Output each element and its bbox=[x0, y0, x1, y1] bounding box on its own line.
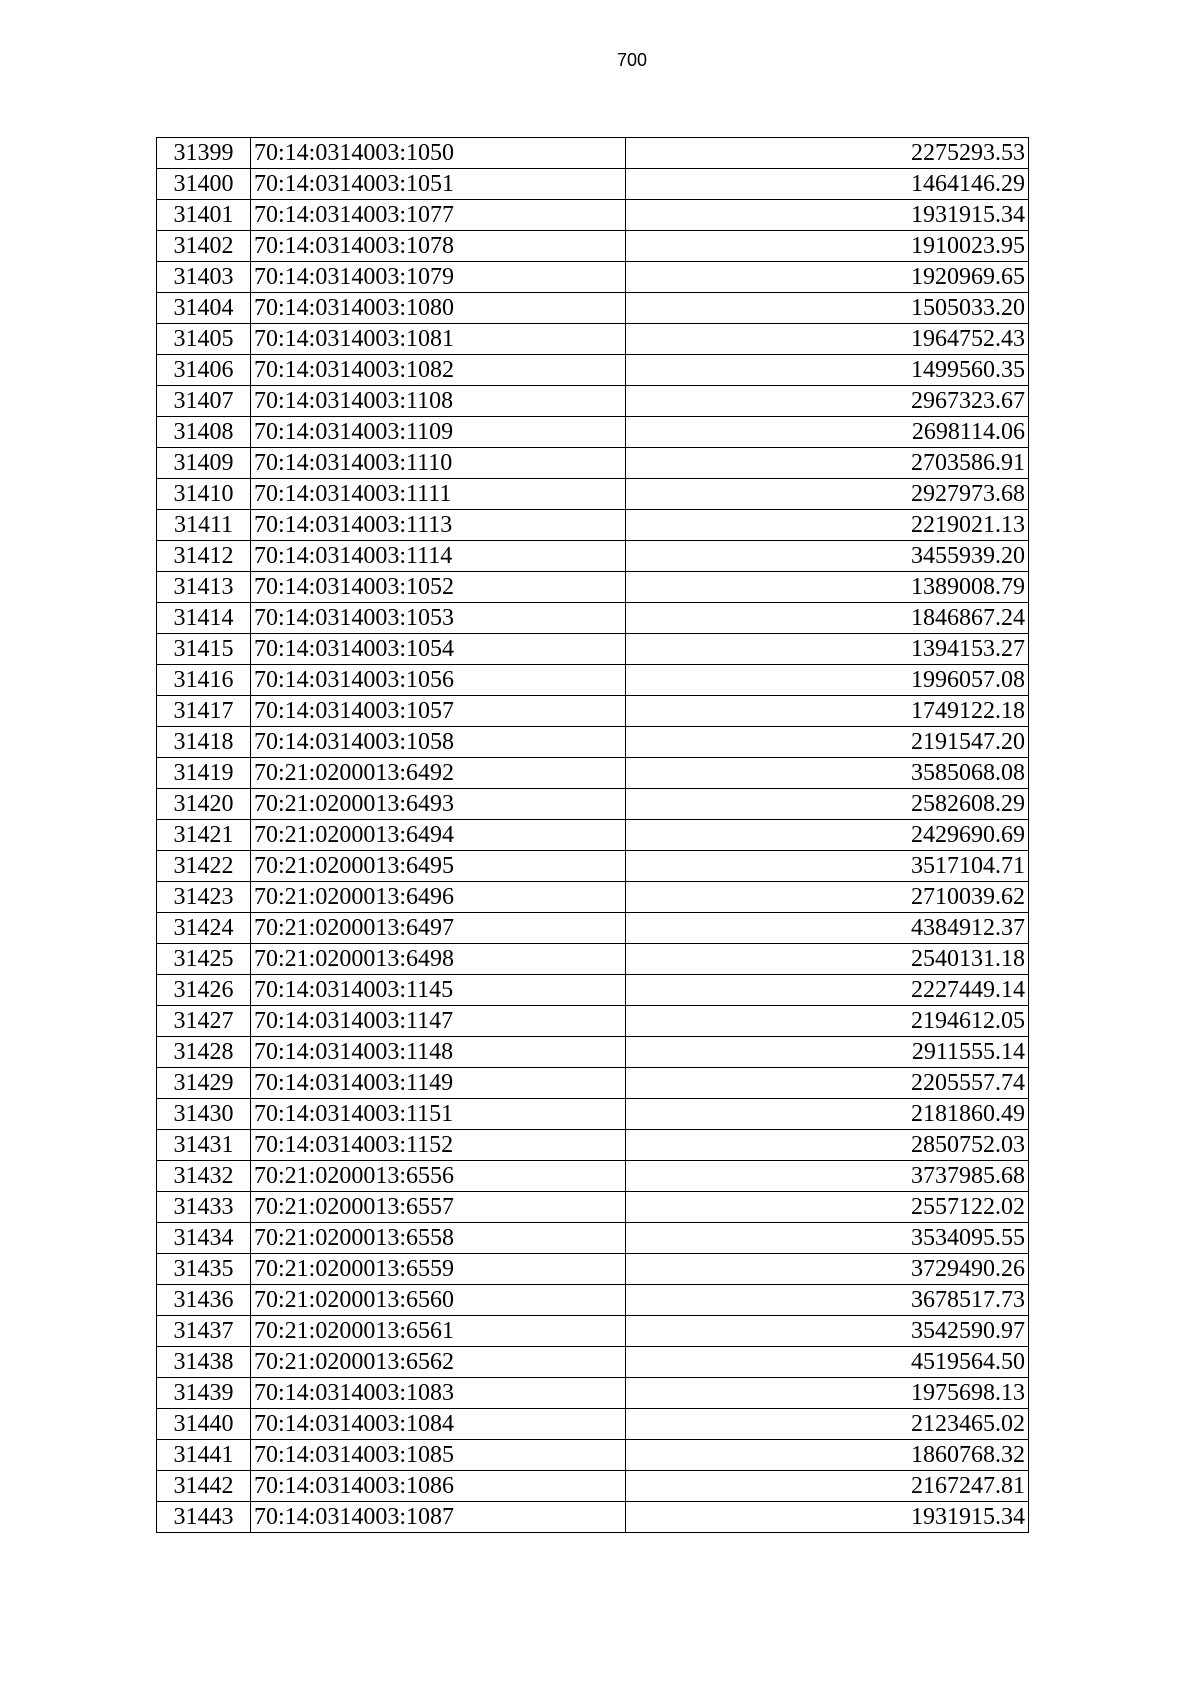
cadastral-value: 1920969.65 bbox=[626, 262, 1029, 293]
cadastral-number: 70:14:0314003:1053 bbox=[251, 603, 626, 634]
cadastral-number: 70:14:0314003:1148 bbox=[251, 1037, 626, 1068]
cadastral-number: 70:21:0200013:6492 bbox=[251, 758, 626, 789]
cadastral-value: 1931915.34 bbox=[626, 1502, 1029, 1533]
table-row bbox=[157, 572, 1029, 603]
cadastral-number: 70:14:0314003:1084 bbox=[251, 1409, 626, 1440]
table-row bbox=[157, 417, 1029, 448]
cadastral-value: 1505033.20 bbox=[626, 293, 1029, 324]
table-row bbox=[157, 355, 1029, 386]
row-number: 31439 bbox=[157, 1378, 251, 1409]
row-number: 31432 bbox=[157, 1161, 251, 1192]
row-number: 31422 bbox=[157, 851, 251, 882]
row-number: 31424 bbox=[157, 913, 251, 944]
cadastral-value: 1749122.18 bbox=[626, 696, 1029, 727]
cadastral-number: 70:14:0314003:1054 bbox=[251, 634, 626, 665]
row-number: 31427 bbox=[157, 1006, 251, 1037]
row-number: 31401 bbox=[157, 200, 251, 231]
cadastral-value: 3737985.68 bbox=[626, 1161, 1029, 1192]
row-number: 31405 bbox=[157, 324, 251, 355]
table-row bbox=[157, 851, 1029, 882]
cadastral-number: 70:14:0314003:1114 bbox=[251, 541, 626, 572]
row-number: 31440 bbox=[157, 1409, 251, 1440]
cadastral-number: 70:21:0200013:6562 bbox=[251, 1347, 626, 1378]
cadastral-number: 70:14:0314003:1149 bbox=[251, 1068, 626, 1099]
table-row bbox=[157, 758, 1029, 789]
row-number: 31410 bbox=[157, 479, 251, 510]
cadastral-number: 70:21:0200013:6495 bbox=[251, 851, 626, 882]
cadastral-number: 70:14:0314003:1145 bbox=[251, 975, 626, 1006]
cadastral-value: 2703586.91 bbox=[626, 448, 1029, 479]
cadastral-value: 2219021.13 bbox=[626, 510, 1029, 541]
cadastral-value: 2967323.67 bbox=[626, 386, 1029, 417]
cadastral-number: 70:21:0200013:6496 bbox=[251, 882, 626, 913]
table-row bbox=[157, 1378, 1029, 1409]
table-row bbox=[157, 1006, 1029, 1037]
table-row bbox=[157, 913, 1029, 944]
row-number: 31419 bbox=[157, 758, 251, 789]
cadastral-value: 3542590.97 bbox=[626, 1316, 1029, 1347]
cadastral-number: 70:14:0314003:1083 bbox=[251, 1378, 626, 1409]
cadastral-value: 2227449.14 bbox=[626, 975, 1029, 1006]
cadastral-value: 2429690.69 bbox=[626, 820, 1029, 851]
table-row bbox=[157, 448, 1029, 479]
cadastral-value: 2205557.74 bbox=[626, 1068, 1029, 1099]
cadastral-value: 2582608.29 bbox=[626, 789, 1029, 820]
table-row bbox=[157, 1068, 1029, 1099]
cadastral-value: 2698114.06 bbox=[626, 417, 1029, 448]
cadastral-number: 70:21:0200013:6493 bbox=[251, 789, 626, 820]
row-number: 31426 bbox=[157, 975, 251, 1006]
cadastral-number: 70:14:0314003:1085 bbox=[251, 1440, 626, 1471]
cadastral-number: 70:14:0314003:1110 bbox=[251, 448, 626, 479]
row-number: 31443 bbox=[157, 1502, 251, 1533]
cadastral-number: 70:14:0314003:1152 bbox=[251, 1130, 626, 1161]
cadastral-value: 2557122.02 bbox=[626, 1192, 1029, 1223]
row-number: 31431 bbox=[157, 1130, 251, 1161]
table-row bbox=[157, 1471, 1029, 1502]
table-row bbox=[157, 1130, 1029, 1161]
cadastral-number: 70:21:0200013:6559 bbox=[251, 1254, 626, 1285]
cadastral-value: 3534095.55 bbox=[626, 1223, 1029, 1254]
row-number: 31418 bbox=[157, 727, 251, 758]
cadastral-number: 70:14:0314003:1057 bbox=[251, 696, 626, 727]
table-row bbox=[157, 1347, 1029, 1378]
cadastral-value: 3517104.71 bbox=[626, 851, 1029, 882]
row-number: 31438 bbox=[157, 1347, 251, 1378]
cadastral-value: 4519564.50 bbox=[626, 1347, 1029, 1378]
row-number: 31413 bbox=[157, 572, 251, 603]
table-row bbox=[157, 975, 1029, 1006]
cadastral-number: 70:21:0200013:6556 bbox=[251, 1161, 626, 1192]
row-number: 31416 bbox=[157, 665, 251, 696]
table-row bbox=[157, 1099, 1029, 1130]
row-number: 31436 bbox=[157, 1285, 251, 1316]
table-row bbox=[157, 1192, 1029, 1223]
cadastral-number: 70:14:0314003:1082 bbox=[251, 355, 626, 386]
table-row bbox=[157, 789, 1029, 820]
row-number: 31403 bbox=[157, 262, 251, 293]
row-number: 31415 bbox=[157, 634, 251, 665]
cadastral-value: 4384912.37 bbox=[626, 913, 1029, 944]
table-row bbox=[157, 603, 1029, 634]
cadastral-number: 70:14:0314003:1079 bbox=[251, 262, 626, 293]
page-number: 700 bbox=[616, 50, 648, 70]
table-row bbox=[157, 1285, 1029, 1316]
table-row bbox=[157, 479, 1029, 510]
table-row bbox=[157, 1223, 1029, 1254]
table-row bbox=[157, 200, 1029, 231]
row-number: 31404 bbox=[157, 293, 251, 324]
row-number: 31433 bbox=[157, 1192, 251, 1223]
table-row bbox=[157, 727, 1029, 758]
cadastral-number: 70:14:0314003:1052 bbox=[251, 572, 626, 603]
cadastral-number: 70:21:0200013:6494 bbox=[251, 820, 626, 851]
table-row bbox=[157, 324, 1029, 355]
cadastral-number: 70:14:0314003:1113 bbox=[251, 510, 626, 541]
cadastral-number: 70:14:0314003:1058 bbox=[251, 727, 626, 758]
cadastral-number: 70:21:0200013:6558 bbox=[251, 1223, 626, 1254]
row-number: 31425 bbox=[157, 944, 251, 975]
cadastral-value: 2911555.14 bbox=[626, 1037, 1029, 1068]
cadastral-number: 70:21:0200013:6557 bbox=[251, 1192, 626, 1223]
cadastral-value-table bbox=[156, 137, 1029, 1533]
table-row bbox=[157, 1440, 1029, 1471]
cadastral-number: 70:14:0314003:1151 bbox=[251, 1099, 626, 1130]
row-number: 31412 bbox=[157, 541, 251, 572]
cadastral-value: 1860768.32 bbox=[626, 1440, 1029, 1471]
cadastral-value: 3729490.26 bbox=[626, 1254, 1029, 1285]
row-number: 31411 bbox=[157, 510, 251, 541]
table-row bbox=[157, 665, 1029, 696]
table-row bbox=[157, 1037, 1029, 1068]
table-row bbox=[157, 386, 1029, 417]
cadastral-number: 70:21:0200013:6561 bbox=[251, 1316, 626, 1347]
cadastral-number: 70:14:0314003:1111 bbox=[251, 479, 626, 510]
cadastral-value: 1964752.43 bbox=[626, 324, 1029, 355]
row-number: 31417 bbox=[157, 696, 251, 727]
cadastral-number: 70:14:0314003:1056 bbox=[251, 665, 626, 696]
cadastral-number: 70:14:0314003:1109 bbox=[251, 417, 626, 448]
cadastral-number: 70:14:0314003:1087 bbox=[251, 1502, 626, 1533]
table-row bbox=[157, 138, 1029, 169]
table-row bbox=[157, 1254, 1029, 1285]
cadastral-value: 2191547.20 bbox=[626, 727, 1029, 758]
table-row bbox=[157, 1316, 1029, 1347]
row-number: 31435 bbox=[157, 1254, 251, 1285]
cadastral-value: 1910023.95 bbox=[626, 231, 1029, 262]
cadastral-value: 1464146.29 bbox=[626, 169, 1029, 200]
table-row bbox=[157, 1502, 1029, 1533]
row-number: 31434 bbox=[157, 1223, 251, 1254]
cadastral-value: 2181860.49 bbox=[626, 1099, 1029, 1130]
row-number: 31399 bbox=[157, 138, 251, 169]
cadastral-number: 70:14:0314003:1108 bbox=[251, 386, 626, 417]
row-number: 31429 bbox=[157, 1068, 251, 1099]
cadastral-value: 2540131.18 bbox=[626, 944, 1029, 975]
table-row bbox=[157, 1409, 1029, 1440]
row-number: 31423 bbox=[157, 882, 251, 913]
row-number: 31402 bbox=[157, 231, 251, 262]
row-number: 31428 bbox=[157, 1037, 251, 1068]
cadastral-value: 2194612.05 bbox=[626, 1006, 1029, 1037]
row-number: 31430 bbox=[157, 1099, 251, 1130]
table-row bbox=[157, 882, 1029, 913]
table-body bbox=[157, 138, 1029, 1533]
cadastral-value: 3585068.08 bbox=[626, 758, 1029, 789]
cadastral-value: 1846867.24 bbox=[626, 603, 1029, 634]
row-number: 31421 bbox=[157, 820, 251, 851]
row-number: 31409 bbox=[157, 448, 251, 479]
row-number: 31437 bbox=[157, 1316, 251, 1347]
cadastral-number: 70:21:0200013:6498 bbox=[251, 944, 626, 975]
cadastral-number: 70:14:0314003:1077 bbox=[251, 200, 626, 231]
cadastral-value: 1389008.79 bbox=[626, 572, 1029, 603]
cadastral-number: 70:14:0314003:1086 bbox=[251, 1471, 626, 1502]
table-row bbox=[157, 820, 1029, 851]
cadastral-value: 1931915.34 bbox=[626, 200, 1029, 231]
cadastral-number: 70:14:0314003:1080 bbox=[251, 293, 626, 324]
table-row bbox=[157, 1161, 1029, 1192]
row-number: 31420 bbox=[157, 789, 251, 820]
table-row bbox=[157, 944, 1029, 975]
row-number: 31408 bbox=[157, 417, 251, 448]
cadastral-value: 2275293.53 bbox=[626, 138, 1029, 169]
cadastral-value: 1975698.13 bbox=[626, 1378, 1029, 1409]
cadastral-value: 1996057.08 bbox=[626, 665, 1029, 696]
row-number: 31414 bbox=[157, 603, 251, 634]
table-row bbox=[157, 510, 1029, 541]
table-row bbox=[157, 262, 1029, 293]
row-number: 31441 bbox=[157, 1440, 251, 1471]
cadastral-value: 3455939.20 bbox=[626, 541, 1029, 572]
cadastral-value: 2927973.68 bbox=[626, 479, 1029, 510]
cadastral-number: 70:14:0314003:1051 bbox=[251, 169, 626, 200]
cadastral-value: 1499560.35 bbox=[626, 355, 1029, 386]
cadastral-value: 2167247.81 bbox=[626, 1471, 1029, 1502]
row-number: 31407 bbox=[157, 386, 251, 417]
row-number: 31406 bbox=[157, 355, 251, 386]
cadastral-value: 2850752.03 bbox=[626, 1130, 1029, 1161]
table-row bbox=[157, 293, 1029, 324]
cadastral-value: 1394153.27 bbox=[626, 634, 1029, 665]
cadastral-value: 2710039.62 bbox=[626, 882, 1029, 913]
cadastral-value: 2123465.02 bbox=[626, 1409, 1029, 1440]
cadastral-number: 70:14:0314003:1081 bbox=[251, 324, 626, 355]
table-row bbox=[157, 541, 1029, 572]
table-row bbox=[157, 696, 1029, 727]
cadastral-number: 70:14:0314003:1078 bbox=[251, 231, 626, 262]
table-row bbox=[157, 231, 1029, 262]
cadastral-number: 70:14:0314003:1050 bbox=[251, 138, 626, 169]
table-row bbox=[157, 169, 1029, 200]
cadastral-number: 70:21:0200013:6560 bbox=[251, 1285, 626, 1316]
cadastral-number: 70:14:0314003:1147 bbox=[251, 1006, 626, 1037]
row-number: 31442 bbox=[157, 1471, 251, 1502]
cadastral-value: 3678517.73 bbox=[626, 1285, 1029, 1316]
row-number: 31400 bbox=[157, 169, 251, 200]
table-row bbox=[157, 634, 1029, 665]
cadastral-number: 70:21:0200013:6497 bbox=[251, 913, 626, 944]
